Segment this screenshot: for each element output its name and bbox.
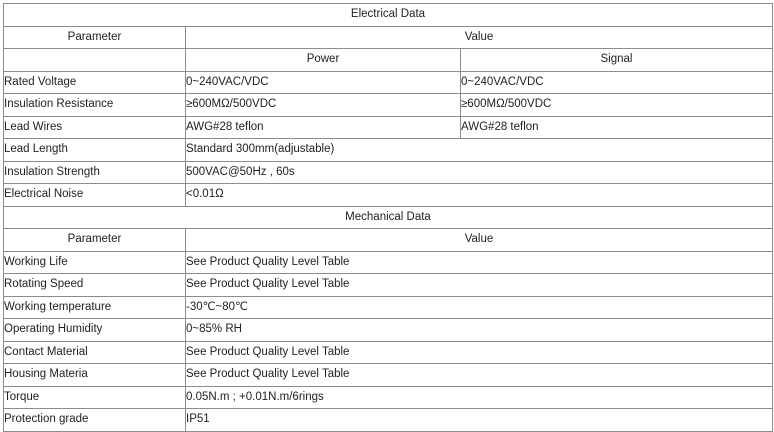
param-value: -30℃~80℃: [186, 296, 773, 319]
param-value: Standard 300mm(adjustable): [186, 139, 773, 162]
param-label: Working temperature: [4, 296, 186, 319]
param-label: Electrical Noise: [4, 184, 186, 207]
mechanical-header-row: [4, 229, 773, 252]
table-row: [4, 139, 773, 162]
param-value: IP51: [186, 409, 773, 432]
signal-value: ≥600MΩ/500VDC: [461, 94, 773, 117]
electrical-header-row: [4, 26, 773, 49]
electrical-subheader-power: Power: [186, 49, 461, 72]
table-row: [4, 386, 773, 409]
table-row: [4, 161, 773, 184]
param-label: Operating Humidity: [4, 319, 186, 342]
electrical-subheader-signal: Signal: [461, 49, 773, 72]
param-value: 500VAC@50Hz , 60s: [186, 161, 773, 184]
param-label: Torque: [4, 386, 186, 409]
param-label: Rated Voltage: [4, 71, 186, 94]
param-label: Protection grade: [4, 409, 186, 432]
table-row: [4, 364, 773, 387]
electrical-header-parameter: Parameter: [4, 26, 186, 49]
param-value: <0.01Ω: [186, 184, 773, 207]
param-label: Contact Material: [4, 341, 186, 364]
mechanical-header-value: Value: [186, 229, 773, 252]
param-label: Lead Wires: [4, 116, 186, 139]
param-value: See Product Quality Level Table: [186, 341, 773, 364]
param-label: Working Life: [4, 251, 186, 274]
electrical-subheader-row: [4, 49, 773, 72]
table-row: [4, 274, 773, 297]
param-label: Rotating Speed: [4, 274, 186, 297]
electrical-header-value: Value: [186, 26, 773, 49]
param-value: 0.05N.m ; +0.01N.m/6rings: [186, 386, 773, 409]
signal-value: AWG#28 teflon: [461, 116, 773, 139]
table-row: [4, 184, 773, 207]
power-value: 0~240VAC/VDC: [186, 71, 461, 94]
table-row: [4, 251, 773, 274]
power-value: AWG#28 teflon: [186, 116, 461, 139]
table-row: [4, 341, 773, 364]
mechanical-header-parameter: Parameter: [4, 229, 186, 252]
table-row: [4, 319, 773, 342]
table-row: [4, 71, 773, 94]
param-value: See Product Quality Level Table: [186, 251, 773, 274]
table-row: [4, 116, 773, 139]
table-row: [4, 94, 773, 117]
power-value: ≥600MΩ/500VDC: [186, 94, 461, 117]
mechanical-title: Mechanical Data: [4, 206, 773, 229]
param-value: 0~85% RH: [186, 319, 773, 342]
param-value: See Product Quality Level Table: [186, 364, 773, 387]
param-label: Housing Materia: [4, 364, 186, 387]
electrical-title: Electrical Data: [4, 4, 773, 27]
spec-table: [3, 3, 773, 432]
param-label: Insulation Strength: [4, 161, 186, 184]
param-label: Lead Length: [4, 139, 186, 162]
electrical-title-row: [4, 4, 773, 27]
electrical-subheader-blank: [4, 49, 186, 72]
table-row: [4, 409, 773, 432]
signal-value: 0~240VAC/VDC: [461, 71, 773, 94]
param-label: Insulation Resistance: [4, 94, 186, 117]
mechanical-title-row: [4, 206, 773, 229]
param-value: See Product Quality Level Table: [186, 274, 773, 297]
table-row: [4, 296, 773, 319]
